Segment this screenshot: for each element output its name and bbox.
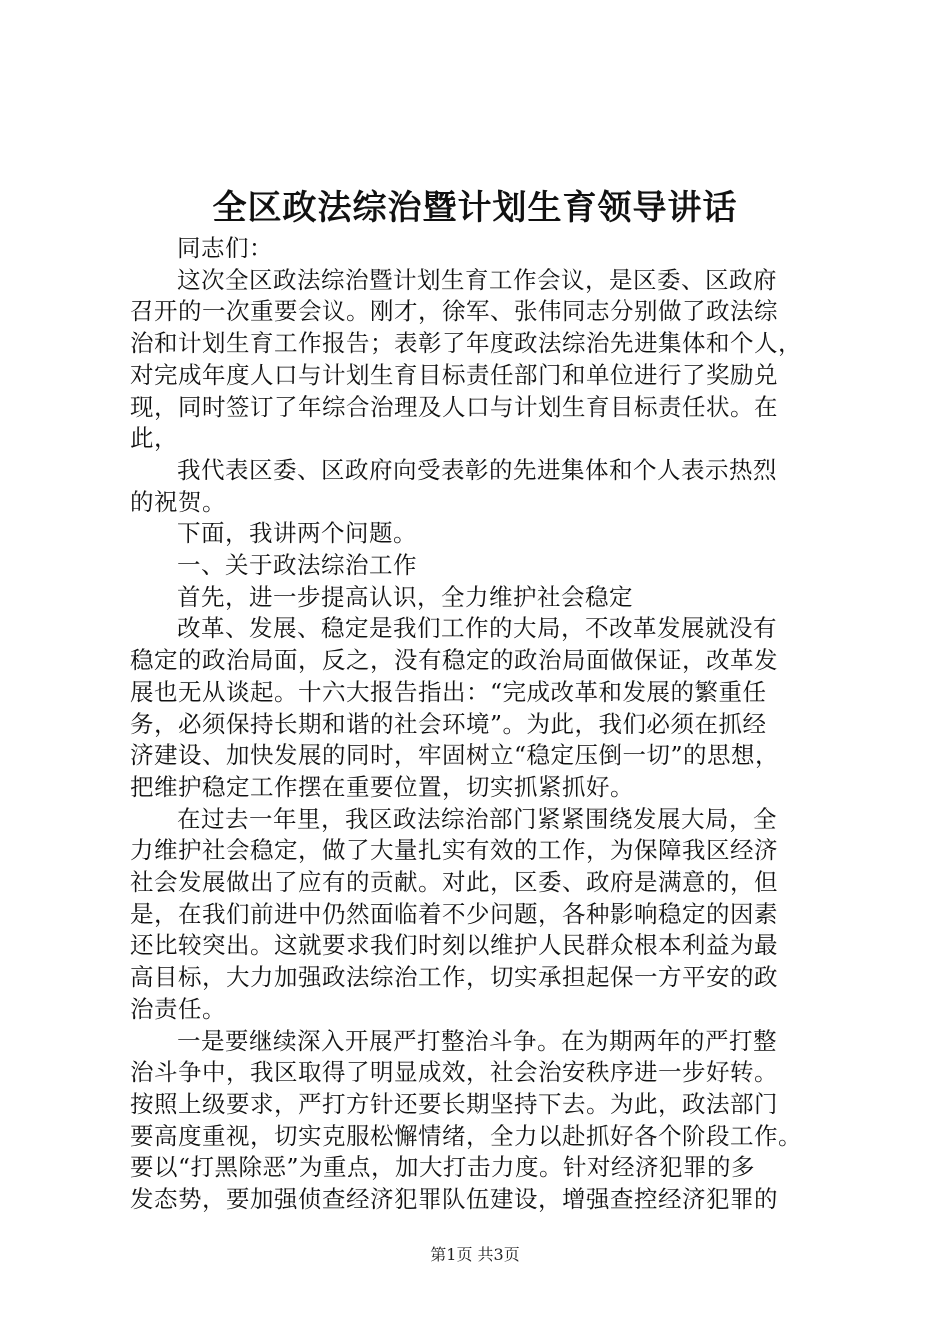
paragraph-crackdown: 一是要继续深入开展严打整治斗争。在为期两年的严打整 治斗争中，我区取得了明显成效，社会治安秩序进一步好转。 按照上级要求，严打方针还要长期坚持下去。为此，政法部门 要高度重视，切实克服松懈情绪，全力以赴抓好各个阶段工作。 要以“打黑除恶”为重点，加大打击力度。针对经济犯罪的多 发态势，要加强侦查经济犯罪队伍建设，增强查控经济犯罪的 [130, 1026, 802, 1214]
section-heading: 一、关于政法综治工作 [177, 551, 417, 580]
paragraph-salutation: 同志们： [177, 234, 273, 262]
paragraph-past-year: 在过去一年里，我区政法综治部门紧紧围绕发展大局，全 力维护社会稳定，做了大量扎实有效的工作，为保障我区经济 社会发展做出了应有的贡献。对此，区委、政府是满意的，但 是，在我们前进中仍然面临着不少问题，各种影响稳定的因素 还比较突出。这就要求我们时刻以维护人民群众根本利益为最 高目标，大力加强政法综治工作，切实承担起保一方平安的政 治责任。 [130, 804, 778, 1023]
paragraph-intro: 这次全区政法综治暨计划生育工作会议，是区委、区政府 召开的一次重要会议。刚才，徐军、张伟同志分别做了政法综 治和计划生育工作报告；表彰了年度政法综治先进集体和个人， 对完成年度人口与计划生育目标责任部门和单位进行了奖励兑 现，同时签订了年综合治理及人口与计划生育目标责任状。在 此， [130, 265, 802, 453]
paragraph-reform-stability: 改革、发展、稳定是我们工作的大局，不改革发展就没有 稳定的政治局面，反之，没有稳定的政治局面做保证，改革发 展也无从谈起。十六大报告指出：“完成改革和发展的繁重任 务，必须保持长期和谐的社会环境”。为此，我们必须在抓经 济建设、加快发展的同时，牢固树立“稳定压倒一切”的思想， 把维护稳定工作摆在重要位置，切实抓紧抓好。 [130, 614, 780, 801]
document-title: 全区政法综治暨计划生育领导讲话 [212, 188, 738, 228]
page-footer: 第1页 共3页 [430, 1245, 520, 1264]
paragraph-congratulations: 我代表区委、区政府向受表彰的先进集体和个人表示热烈 的祝贺。 [130, 455, 777, 516]
paragraph-outline: 下面，我讲两个问题。 [177, 519, 417, 548]
document-body [130, 233, 830, 1216]
subsection-heading: 首先，进一步提高认识，全力维护社会稳定 [177, 582, 633, 611]
